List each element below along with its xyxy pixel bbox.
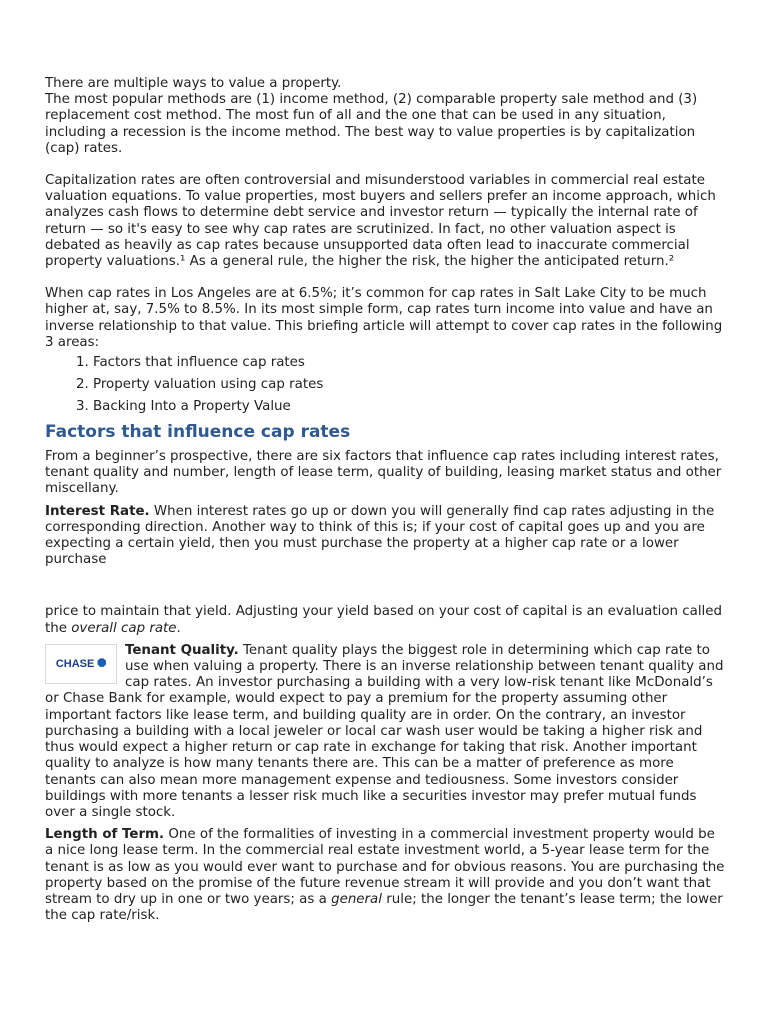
length-of-term-end: rule; the longer the tenant’s lease term; the lower the cap rate/risk. xyxy=(45,891,723,924)
chase-logo xyxy=(45,644,117,684)
interest-rate-continued xyxy=(45,604,725,636)
list-item: 3. Backing Into a Property Value xyxy=(93,399,725,415)
section-heading: Factors that influence cap rates xyxy=(45,422,351,443)
length-of-term-label: Length of Term. xyxy=(45,827,165,843)
list-item: 1. Factors that influence cap rates xyxy=(93,355,725,371)
general-term: general xyxy=(331,891,382,907)
intro-line-1: There are multiple ways to value a property. xyxy=(45,76,342,91)
los-angeles-paragraph: When cap rates in Los Angeles are at 6.5%; it’s common for cap rates in Salt Lake City to be much higher at, say, 7.5% to 8.5%. In its most simple form, cap rates turn income into value and have an inverse relationship to that value. This briefing article will attempt to cover cap rates in the following 3 areas: xyxy=(45,286,723,350)
tenant-quality-text: Tenant quality plays the biggest role in determining which cap rate to use when valuing a property. There is an inverse relationship between tenant quality and cap rates. An investor purchasing a building with a very low-risk tenant like McDonald’s or Chase Bank for example, would expect to pay a premium for the property assuming other important factors like lease term, and building quality are in order. On the contrary, an investor purchasing a building with a local jeweler or local car wash user would be taking a higher risk and thus would expect a higher return or cap rate in exchange for taking that risk. Another important quality to analyze is how many tenants there are. This can be a matter of preference as more tenants can also mean more management expense and tediousness. Some investors consider buildings with more tenants a lesser risk much like a securities investor may prefer mutual funds over a single stock. xyxy=(45,642,724,820)
overall-cap-rate-term: overall cap rate xyxy=(71,620,177,636)
cap-rates-paragraph: Capitalization rates are often controversial and misunderstood variables in commercial real estate valuation equations. To value properties, most buyers and sellers prefer an income approach, which analyzes cash flows to determine debt service and investor return — typically the internal rate of return — so it's easy to see why cap rates are scrutinized. In fact, no other valuation aspect is debated as heavily as cap rates because unsupported data often lead to inaccurate commercial property valuations.¹ As a general rule, the higher the risk, the higher the anticipated return.² xyxy=(45,173,716,270)
intro-line-2: The most popular methods are (1) income method, (2) comparable property sale method and (3) replacement cost method. The most fun of all and the one that can be used in any situation, including a recession is the income method. The best way to value properties is by capitalization (cap) rates. xyxy=(45,92,698,156)
tenant-quality-paragraph xyxy=(45,643,725,821)
list-item: 2. Property valuation using cap rates xyxy=(93,377,725,393)
topics-list xyxy=(45,355,725,415)
document-page xyxy=(45,76,725,930)
interest-continued-text: price to maintain that yield. Adjusting your yield based on your cost of capital is an evaluation called the xyxy=(45,604,723,636)
beginner-paragraph: From a beginner’s prospective, there are six factors that influence cap rates including interest rates, tenant quality and number, length of lease term, quality of building, leasing market status and other miscellany. xyxy=(45,449,722,497)
chase-octagon-icon: ⯃ xyxy=(97,657,107,670)
tenant-quality-label: Tenant Quality. xyxy=(125,642,239,658)
interest-rate-paragraph xyxy=(45,504,725,569)
chase-logo-text: CHASE xyxy=(55,657,95,670)
length-of-term-text: One of the formalities of investing in a commercial investment property would be a nice long lease term. In the commercial real estate investment world, a 5-year lease term for the tenant is as low as you would ever want to purchase and for obvious reasons. You are purchasing the property based on the promise of the future revenue stream it will provide and you don’t want that stream to dry up in one or two years; as a xyxy=(45,827,725,907)
length-of-term-paragraph xyxy=(45,827,725,924)
interest-rate-text: When interest rates go up or down you will generally find cap rates adjusting in the corresponding direction. Another way to think of this is; if your cost of capital goes up and you are expecting a certain yield, then you must purchase the property at a higher cap rate or a lower purchase xyxy=(45,503,715,568)
page-break-gap xyxy=(45,574,725,604)
interest-rate-label: Interest Rate. xyxy=(45,503,150,519)
interest-end: . xyxy=(176,620,181,636)
